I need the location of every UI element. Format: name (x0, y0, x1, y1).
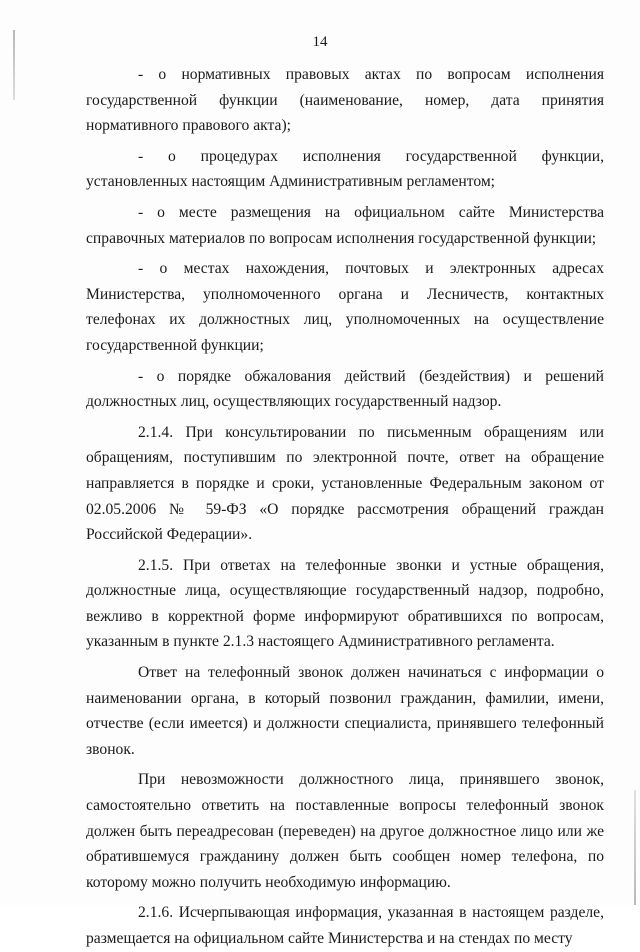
list-item-appeal-procedure: - о порядке обжалования действий (бездействия) и решений должностных лиц, осуществляющих государственный надзор. (86, 367, 604, 411)
list-item-website-materials: - о месте размещения на официальном сайте Министерства справочных материалов по вопросам исполнения государственной функции; (86, 203, 604, 247)
page-number: 14 (312, 34, 328, 50)
paragraph-phone-redirect: При невозможности должностного лица, принявшего звонок, самостоятельно ответить на поставленные вопросы телефонный звонок должен быть переадресован (переведен) на другое должностное лицо или же обратившемуся гражданину должен быть сообщен номер телефона, по которому можно получить необходимую информацию. (86, 771, 604, 891)
paragraph-2-1-6: 2.1.6. Исчерпывающая информация, указанная в настоящем разделе, размещается на официальном сайте Министерства и на стендах по месту (86, 904, 604, 947)
paragraph-2-1-4: 2.1.4. При консультировании по письменным обращениям или обращениям, поступившим по электронной почте, ответ на обращение направляется в порядке и сроки, установленные Федеральным законом от 02.05.2006 № 59-ФЗ «О порядке рассмотрения обращений граждан Российской Федерации». (86, 423, 604, 544)
list-item-normative-acts: - о нормативных правовых актах по вопросам исполнения государственной функции (наименование, номер, дата принятия нормативного правового акта); (86, 66, 604, 135)
paragraph-2-1-5: 2.1.5. При ответах на телефонные звонки и устные обращения, должностные лица, осуществляющие государственный надзор, подробно, вежливо в корректной форме информируют обратившихся по вопросам, указанным в пункте 2.1.3 настоящего Административного регламента. (86, 556, 604, 651)
document-body (86, 62, 604, 952)
list-item-addresses: - о местах нахождения, почтовых и электронных адресах Министерства, уполномоченного органа и Лесничеств, контактных телефонах их должностных лиц, уполномоченных на осуществление государственной функции; (86, 260, 604, 354)
paragraph-phone-answer: Ответ на телефонный звонок должен начинаться с информации о наименовании органа, в который позвонил гражданин, фамилии, имени, отчестве (если имеется) и должности специалиста, принявшего телефонный звонок. (86, 664, 604, 758)
scan-edge-mark-right (634, 790, 636, 905)
list-item-procedures: - о процедурах исполнения государственной функции, установленных настоящим Административным регламентом; (86, 147, 604, 191)
